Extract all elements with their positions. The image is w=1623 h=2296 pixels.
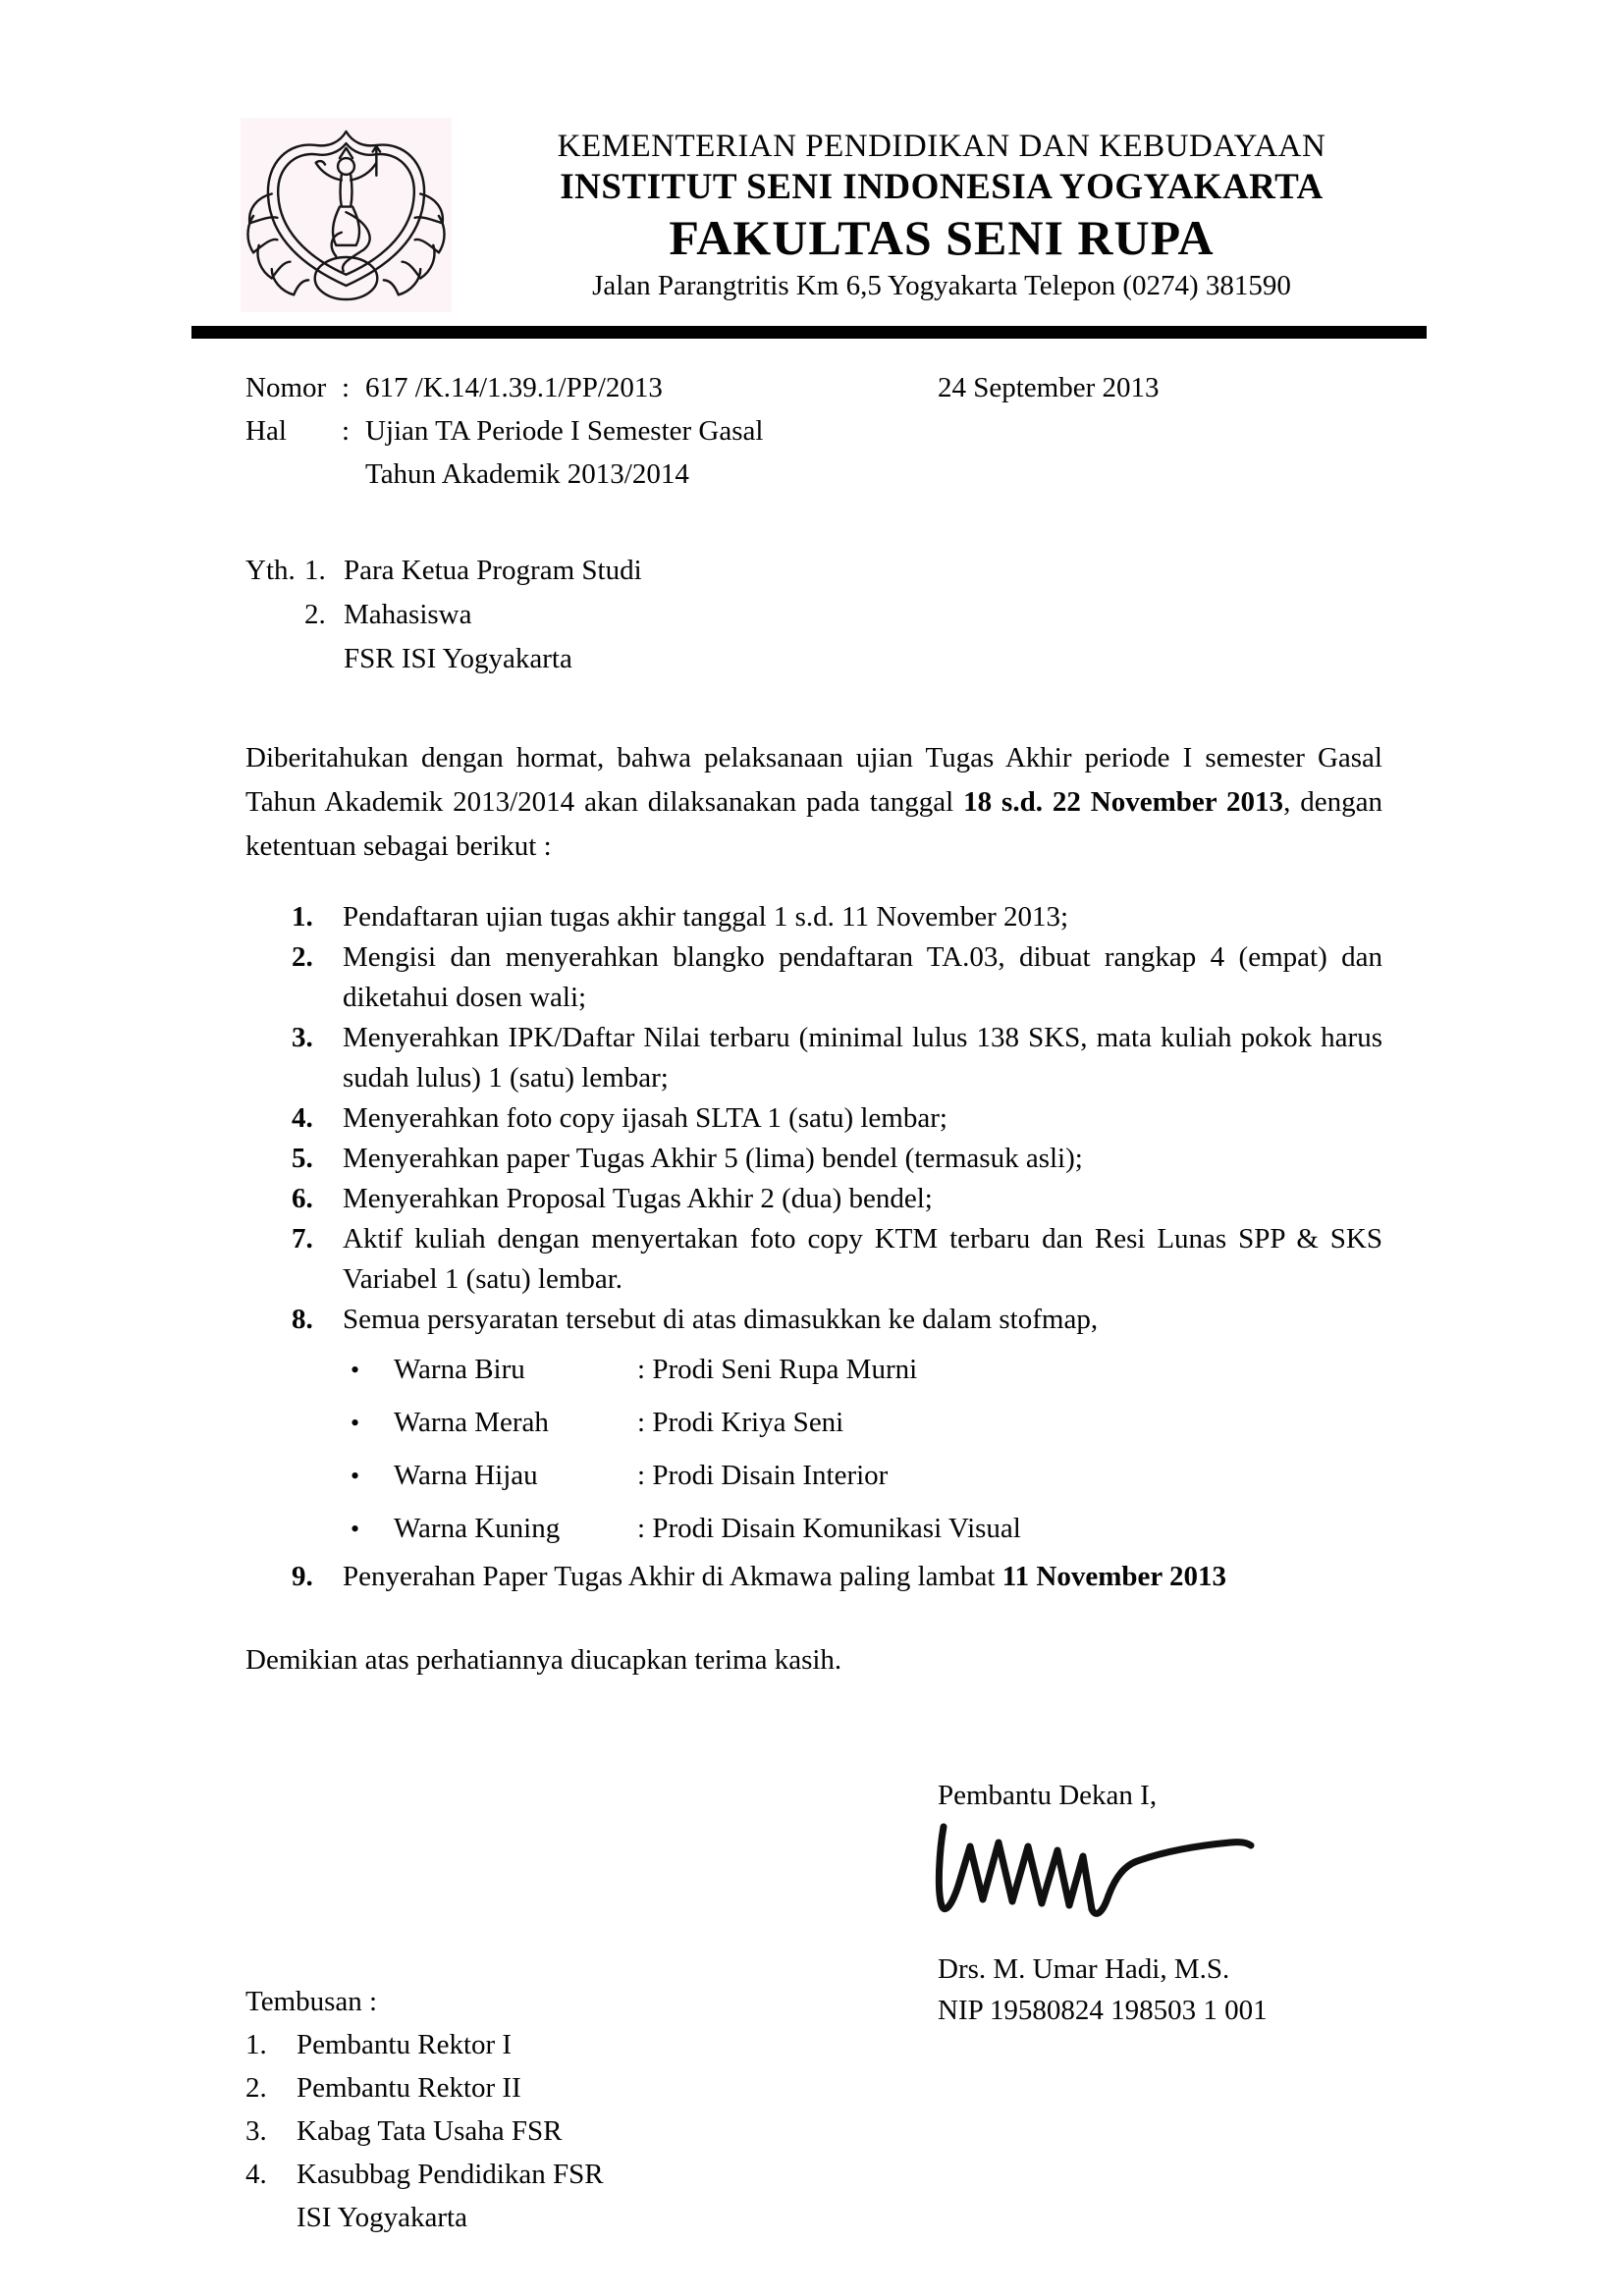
list-text: Menyerahkan paper Tugas Akhir 5 (lima) bendel (termasuk asli);	[343, 1143, 1083, 1174]
recipient-number: 1.	[304, 555, 326, 586]
recipient-row	[245, 549, 1382, 593]
list-number: 6.	[292, 1183, 313, 1214]
hal-value-line1: Ujian TA Periode I Semester Gasal	[365, 415, 764, 447]
signer-title: Pembantu Dekan I,	[938, 1780, 1158, 1811]
address-line: Jalan Parangtritis Km 6,5 Yogyakarta Telepon (0274) 381590	[592, 269, 1291, 301]
list-item	[292, 897, 1382, 937]
nomor-value: 617 /K.14/1.39.1/PP/2013	[365, 372, 663, 403]
signature-and-cc	[245, 1776, 1382, 2267]
signer-nip: NIP 19580824 198503 1 001	[938, 1995, 1268, 2026]
color-value	[637, 1508, 1021, 1550]
color-row	[343, 1343, 1382, 1396]
list-text: Menyerahkan Proposal Tugas Akhir 2 (dua) bendel;	[343, 1183, 933, 1214]
list-item	[292, 1300, 1382, 1557]
list-number: 7.	[292, 1223, 313, 1255]
list-number: 8.	[292, 1304, 313, 1335]
hal-label: Hal	[245, 415, 287, 447]
faculty-name: FAKULTAS SENI RUPA	[669, 209, 1215, 265]
color-label: Warna Biru	[394, 1354, 525, 1385]
color-value	[637, 1402, 843, 1444]
cc-text: Kabag Tata Usaha FSR	[297, 2115, 563, 2147]
color-prodi: Prodi Seni Rupa Murni	[652, 1354, 918, 1385]
list-text-9: Penyerahan Paper Tugas Akhir di Akmawa paling lambat	[343, 1561, 1002, 1592]
list-item	[292, 1018, 1382, 1098]
list-item	[292, 1098, 1382, 1139]
list-text: Pendaftaran ujian tugas akhir tanggal 1 s.d. 11 November 2013;	[343, 901, 1069, 933]
cc-item	[245, 2023, 604, 2066]
intro-paragraph	[245, 736, 1382, 869]
color-label: Warna Merah	[394, 1407, 549, 1438]
cc-text: Kasubbag Pendidikan FSR	[297, 2159, 604, 2190]
list-item	[292, 1179, 1382, 1219]
recipient-row	[245, 593, 1382, 637]
list-item	[292, 1139, 1382, 1179]
color-colon: :	[637, 1354, 646, 1385]
signature-block	[938, 1776, 1268, 2031]
signer-name: Drs. M. Umar Hadi, M.S.	[938, 1953, 1230, 1985]
cc-item	[245, 2066, 604, 2109]
list-text: Aktif kuliah dengan menyertakan foto copy KTM terbaru dan Resi Lunas SPP & SKS Variabel 1 (satu) lembar.	[343, 1223, 1382, 1295]
list-number: 1.	[292, 901, 313, 933]
nomor-colon: :	[342, 372, 351, 403]
spacer	[342, 453, 365, 496]
cc-block	[245, 1980, 604, 2239]
ministry-name: KEMENTERIAN PENDIDIKAN DAN KEBUDAYAAN	[557, 129, 1326, 164]
cc-item	[245, 2153, 604, 2196]
color-prodi: Prodi Kriya Seni	[652, 1407, 844, 1438]
recipients	[245, 549, 1382, 681]
institute-name: INSTITUT SENI INDONESIA YOGYAKARTA	[560, 166, 1324, 207]
bullet-icon: •	[351, 1356, 360, 1384]
letter-body	[0, 366, 1623, 2267]
signature-mark	[932, 1819, 1268, 1935]
hal-row-2	[245, 453, 1382, 496]
nomor-label: Nomor	[245, 372, 327, 403]
letter-meta	[245, 366, 1382, 496]
cc-number: 3.	[245, 2115, 267, 2147]
cc-number: 2.	[245, 2072, 267, 2104]
requirements-list	[292, 897, 1382, 1597]
list-text	[343, 1557, 1382, 1597]
spacer	[245, 453, 342, 496]
nomor-row	[245, 366, 1382, 409]
letterhead	[0, 118, 1623, 312]
list-text: Menyerahkan foto copy ijasah SLTA 1 (satu) lembar;	[343, 1102, 947, 1134]
letterhead-text	[452, 118, 1432, 302]
intro-bold-dates: 18 s.d. 22 November 2013	[963, 786, 1284, 818]
list-number: 3.	[292, 1022, 313, 1053]
letter-date: 24 September 2013	[938, 372, 1160, 403]
bullet-icon: •	[351, 1515, 360, 1543]
color-colon: :	[637, 1513, 646, 1544]
recipient-org: FSR ISI Yogyakarta	[344, 643, 572, 674]
list-item	[292, 1557, 1382, 1597]
color-prodi: Prodi Disain Interior	[652, 1460, 889, 1491]
closing-sentence: Demikian atas perhatiannya diucapkan terima kasih.	[245, 1644, 842, 1676]
recipient-text: Para Ketua Program Studi	[344, 555, 642, 586]
list-text: Menyerahkan IPK/Daftar Nilai terbaru (minimal lulus 138 SKS, mata kuliah pokok harus sudah lulus) 1 (satu) lembar;	[343, 1022, 1382, 1094]
list-number: 5.	[292, 1143, 313, 1174]
cc-number: 1.	[245, 2029, 267, 2060]
cc-number: 4.	[245, 2159, 267, 2190]
intro-text-1: Diberitahukan dengan hormat, bahwa pelaksanaan ujian Tugas Akhir periode I semester Gasal Tahun Akademik 2013/2014 akan dilaksanakan pada tanggal	[245, 742, 1382, 818]
spacer	[245, 637, 304, 681]
recipient-text: Mahasiswa	[344, 599, 472, 630]
list-text	[343, 1300, 1382, 1557]
list-number: 4.	[292, 1102, 313, 1134]
color-label: Warna Hijau	[394, 1460, 538, 1491]
deadline-bold: 11 November 2013	[1001, 1561, 1226, 1592]
color-row	[343, 1396, 1382, 1449]
list-item	[292, 937, 1382, 1018]
color-row	[343, 1449, 1382, 1502]
spacer	[304, 637, 344, 681]
hal-colon: :	[342, 415, 351, 447]
cc-text: Pembantu Rektor I	[297, 2029, 513, 2060]
emblem-icon	[241, 118, 452, 312]
list-text-8: Semua persyaratan tersebut di atas dimasukkan ke dalam stofmap,	[343, 1304, 1099, 1335]
letterhead-rule	[191, 326, 1427, 339]
recipient-row	[245, 637, 1382, 681]
color-colon: :	[637, 1460, 646, 1491]
isi-emblem-logo	[241, 118, 452, 312]
intro-text-2: , dengan ketentuan sebagai berikut :	[245, 786, 1382, 862]
color-colon: :	[637, 1407, 646, 1438]
cc-org: ISI Yogyakarta	[297, 2202, 467, 2233]
bullet-icon: •	[351, 1409, 360, 1437]
color-row	[343, 1502, 1382, 1555]
cc-item	[245, 2109, 604, 2153]
signature-icon	[932, 1819, 1256, 1927]
color-prodi: Prodi Disain Komunikasi Visual	[652, 1513, 1021, 1544]
cc-text: Pembantu Rektor II	[297, 2072, 521, 2104]
hal-value-line2: Tahun Akademik 2013/2014	[365, 458, 689, 490]
list-text: Mengisi dan menyerahkan blangko pendaftaran TA.03, dibuat rangkap 4 (empat) dan diketahui dosen wali;	[343, 941, 1382, 1013]
color-label: Warna Kuning	[394, 1513, 561, 1544]
list-number: 2.	[292, 941, 313, 973]
recipient-number: 2.	[304, 599, 326, 630]
salutation: Yth.	[245, 555, 296, 586]
list-item	[292, 1219, 1382, 1300]
cc-label: Tembusan :	[245, 1986, 378, 2017]
list-number: 9.	[292, 1561, 313, 1592]
spacer	[245, 593, 304, 637]
bullet-icon: •	[351, 1462, 360, 1490]
color-value	[637, 1455, 888, 1497]
stofmap-color-list	[343, 1343, 1382, 1555]
color-value	[637, 1349, 917, 1391]
hal-row	[245, 409, 1382, 453]
